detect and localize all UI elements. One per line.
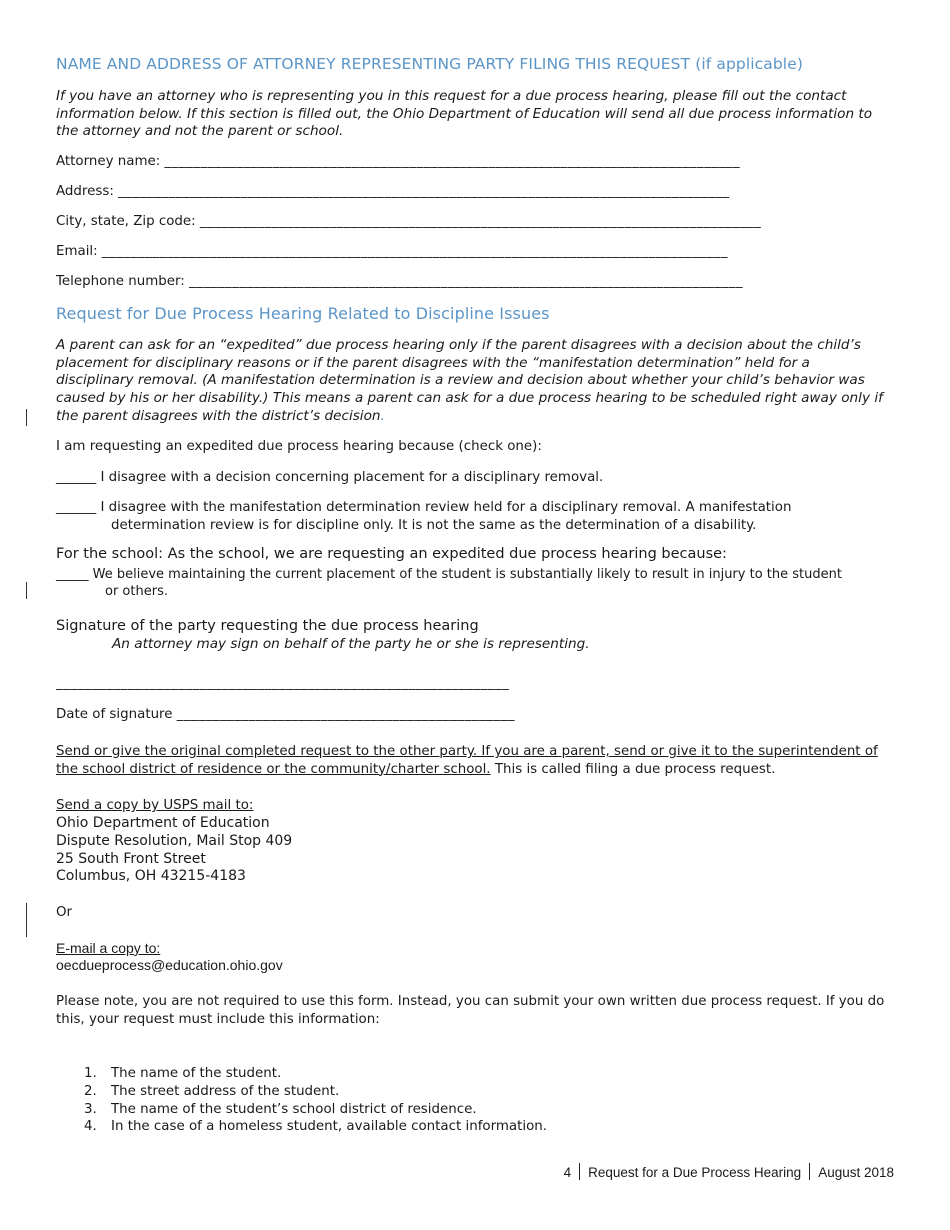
list-text: In the case of a homeless student, available contact information. (111, 1119, 548, 1135)
revision-mark (26, 582, 27, 599)
discipline-section-heading: Request for Due Process Hearing Related to Discipline Issues (56, 304, 550, 323)
filing-instruction-underlined: Send or give the original completed request to the other party. If you are a parent, send or give it to the superintendent of the school district of residence or the community/charter school. (56, 744, 878, 777)
field-blank: ________________________________________________________________________________ (164, 154, 741, 169)
telephone-field[interactable] (56, 274, 870, 289)
footer-title: Request for a Due Process Hearing (588, 1165, 802, 1180)
field-label: Address: (56, 184, 114, 199)
footer-divider (809, 1163, 810, 1180)
page-footer (564, 1163, 894, 1180)
option-placement-disagree[interactable] (56, 469, 603, 487)
field-label: Date of signature (56, 707, 173, 722)
school-heading: For the school: As the school, we are requesting an expedited due process hearing because: (56, 546, 727, 562)
field-label: Email: (56, 244, 98, 259)
option-text-line1: I disagree with the manifestation determination review held for a disciplinary removal. A manifestation (100, 500, 792, 515)
list-number: 1. (84, 1066, 97, 1081)
list-number: 4. (84, 1119, 97, 1135)
signature-date-field[interactable] (56, 707, 562, 722)
checkbox-blank[interactable]: ______ (56, 500, 97, 515)
email-heading: E-mail a copy to: (56, 940, 161, 956)
option-manifestation-disagree[interactable] (56, 499, 791, 534)
address-line: Ohio Department of Education (56, 815, 270, 831)
discipline-section-intro (56, 337, 888, 426)
list-item (56, 1065, 888, 1083)
filing-instruction (56, 743, 888, 778)
intro-text: A parent can ask for an “expedited” due process hearing only if the parent disagrees with a decision about the child’s placement for disciplinary reasons or if the parent disagrees with the “manifestation determination” held for a disciplinary removal. (A manifestation determination is a review and decision about whether your child’s behavior was caused by his or her disability.) This means a parent can ask for a due process hearing to be scheduled right away only if the parent disagrees with the district’s decision (56, 337, 883, 424)
option-text-line2: determination review is for discipline only. It is not the same as the determination of a disability. (111, 517, 757, 533)
page-number: 4 (563, 1165, 572, 1180)
request-prompt: I am requesting an expedited due process hearing because (check one): (56, 439, 542, 454)
list-text: The street address of the student. (111, 1083, 340, 1099)
field-label: City, state, Zip code: (56, 214, 196, 229)
revision-mark (26, 409, 27, 426)
mail-heading: Send a copy by USPS mail to: (56, 798, 254, 813)
option-text-line1: We believe maintaining the current placement of the student is substantially likely to result in injury to the student (92, 567, 842, 582)
list-item (56, 1101, 888, 1119)
footer-divider (579, 1163, 580, 1180)
checkbox-blank[interactable]: ______ (56, 470, 97, 485)
field-blank: ______________________________________________________________________________ (199, 214, 762, 229)
list-text: The name of the student’s school district of residence. (111, 1101, 477, 1117)
filing-instruction-rest: This is called filing a due process request. (490, 761, 776, 777)
list-item (56, 1083, 888, 1101)
field-label: Telephone number: (56, 274, 185, 289)
signature-line[interactable]: _______________________________________________________________ (56, 676, 510, 691)
attorney-section-heading: NAME AND ADDRESS OF ATTORNEY REPRESENTING PARTY FILING THIS REQUEST (if applicable) (56, 55, 803, 73)
attorney-section-intro: If you have an attorney who is representing you in this request for a due process hearing, please fill out the contact information below. If this section is filled out, the Ohio Department of Education will send all due process information to the attorney and not the parent or school. (56, 88, 873, 140)
or-text: Or (56, 905, 73, 920)
option-text-line2: or others. (105, 584, 168, 599)
option-text: I disagree with a decision concerning placement for a disciplinary removal. (100, 470, 604, 485)
required-info-list (56, 1065, 888, 1136)
footer-date: August 2018 (818, 1165, 894, 1180)
field-blank: _______________________________________________ (176, 707, 515, 722)
mailing-address (56, 815, 292, 886)
list-text: The name of the student. (111, 1066, 282, 1081)
city-state-zip-field[interactable] (56, 214, 868, 229)
address-line: Columbus, OH 43215-4183 (56, 868, 246, 885)
list-number: 2. (84, 1083, 97, 1099)
field-blank: _____________________________________________________________________________ (189, 274, 744, 289)
intro-end: . (380, 407, 385, 424)
address-line: Dispute Resolution, Mail Stop 409 (56, 832, 293, 849)
email-field[interactable] (56, 244, 874, 259)
field-blank: _____________________________________________________________________________________ (118, 184, 730, 199)
list-item (56, 1118, 888, 1136)
list-number: 3. (84, 1101, 97, 1117)
signature-note: An attorney may sign on behalf of the party he or she is representing. (112, 636, 590, 652)
attorney-name-field[interactable] (56, 154, 856, 169)
field-blank: _______________________________________________________________________________________ (101, 244, 728, 259)
field-label: Attorney name: (56, 154, 161, 169)
option-school-injury[interactable] (56, 566, 842, 600)
checkbox-blank[interactable]: _____ (56, 567, 89, 582)
address-field[interactable] (56, 184, 876, 199)
revision-mark (26, 903, 27, 937)
note-text: Please note, you are not required to use this form. Instead, you can submit your own written due process request. If you do this, your request must include this information: (56, 994, 885, 1027)
address-line: 25 South Front Street (56, 850, 206, 867)
signature-label: Signature of the party requesting the due process hearing (56, 618, 479, 634)
email-address-link[interactable]: oecdueprocess@education.ohio.gov (56, 957, 283, 973)
